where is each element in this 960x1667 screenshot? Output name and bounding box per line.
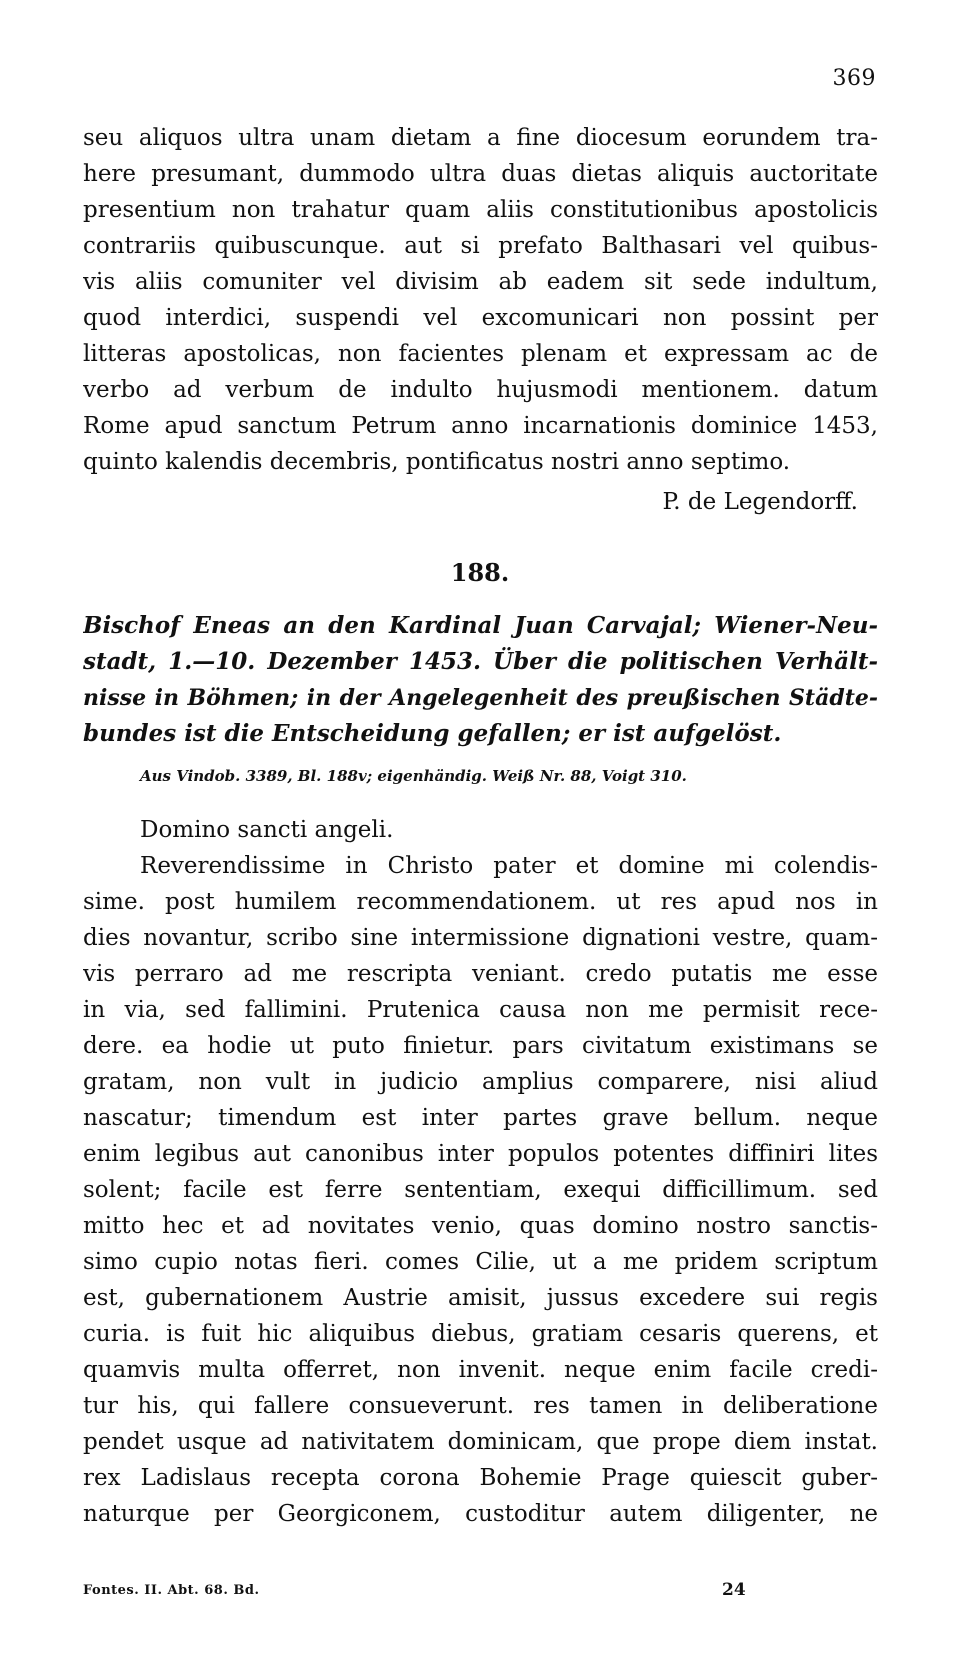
text-line: quamvis multa offerret, non invenit. neque enim facile credi- bbox=[83, 1357, 878, 1383]
text-line: simo cupio notas fieri. comes Cilie, ut a me pridem scriptum bbox=[83, 1249, 878, 1275]
text-line: curia. is fuit hic aliquibus diebus, gratiam cesaris querens, et bbox=[83, 1321, 878, 1347]
text-line: tur his, qui fallere consueverunt. res tamen in deliberatione bbox=[83, 1393, 878, 1419]
text-line: est, gubernationem Austrie amisit, jussus excedere sui regis bbox=[83, 1285, 878, 1311]
text-line: rex Ladislaus recepta corona Bohemie Prage quiescit guber- bbox=[83, 1465, 878, 1491]
source-note: Aus Vindob. 3389, Bl. 188v; eigenhändig. Weiß Nr. 88, Voigt 310. bbox=[140, 767, 687, 785]
text-line: sime. post humilem recommendationem. ut res apud nos in bbox=[83, 889, 878, 915]
text-line: Reverendissime in Christo pater et domine mi colendis- bbox=[140, 853, 878, 879]
text-line: quinto kalendis decembris, pontificatus nostri anno septimo. bbox=[83, 449, 791, 475]
text-line: vis perraro ad me rescripta veniant. credo putatis me esse bbox=[83, 961, 878, 987]
text-line: naturque per Georgiconem, custoditur autem diligenter, ne bbox=[83, 1501, 878, 1527]
heading-line: Bischof Eneas an den Kardinal Juan Carvajal; Wiener-Neu- bbox=[83, 612, 878, 639]
text-line: dere. ea hodie ut puto finietur. pars civitatum existimans se bbox=[83, 1033, 878, 1059]
text-line: presentium non trahatur quam aliis constitutionibus apostolicis bbox=[83, 197, 878, 223]
text-line: nascatur; timendum est inter partes grave bellum. neque bbox=[83, 1105, 878, 1131]
heading-line: stadt, 1.—10. Dezember 1453. Über die politischen Verhält- bbox=[83, 648, 878, 675]
text-line: in via, sed fallimini. Prutenica causa non me permisit rece- bbox=[83, 997, 878, 1023]
text-line: pendet usque ad nativitatem dominicam, que prope diem instat. bbox=[83, 1429, 878, 1455]
salutation: Domino sancti angeli. bbox=[140, 817, 394, 843]
text-line: seu aliquos ultra unam dietam a fine diocesum eorundem tra- bbox=[83, 125, 878, 151]
text-line: solent; facile est ferre sententiam, exequi difficillimum. sed bbox=[83, 1177, 878, 1203]
text-line: litteras apostolicas, non facientes plenam et expressam ac de bbox=[83, 341, 878, 367]
signature: P. de Legendorff. bbox=[662, 489, 858, 515]
page-number: 369 bbox=[832, 66, 876, 91]
text-line: Rome apud sanctum Petrum anno incarnationis dominice 1453, bbox=[83, 413, 878, 439]
text-line: mitto hec et ad novitates venio, quas domino nostro sanctis- bbox=[83, 1213, 878, 1239]
footer-series: Fontes. II. Abt. 68. Bd. bbox=[83, 1583, 260, 1598]
text-line: enim legibus aut canonibus inter populos potentes diffiniri lites bbox=[83, 1141, 878, 1167]
document-number: 188. bbox=[450, 558, 510, 587]
heading-line: nisse in Böhmen; in der Angelegenheit des preußischen Städte- bbox=[83, 685, 878, 711]
text-line: dies novantur, scribo sine intermissione dignationi vestre, quam- bbox=[83, 925, 878, 951]
text-line: quod interdici, suspendi vel excomunicari non possint per bbox=[83, 305, 878, 331]
text-line: gratam, non vult in judicio amplius comparere, nisi aliud bbox=[83, 1069, 878, 1095]
heading-line: bundes ist die Entscheidung gefallen; er ist aufgelöst. bbox=[83, 720, 782, 747]
footer-signature-mark: 24 bbox=[722, 1580, 746, 1600]
text-line: verbo ad verbum de indulto hujusmodi mentionem. datum bbox=[83, 377, 878, 403]
text-line: here presumant, dummodo ultra duas dietas aliquis auctoritate bbox=[83, 161, 878, 187]
text-line: contrariis quibuscunque. aut si prefato Balthasari vel quibus- bbox=[83, 233, 878, 259]
text-line: vis aliis comuniter vel divisim ab eadem sit sede indultum, bbox=[83, 269, 878, 295]
